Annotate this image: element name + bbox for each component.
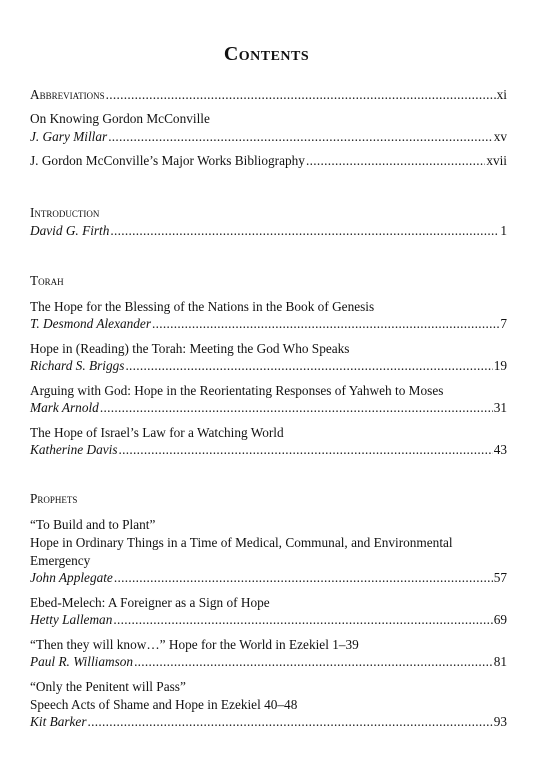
page-number: xi	[496, 87, 507, 102]
page-number: xv	[493, 129, 507, 144]
dot-leader	[114, 569, 493, 587]
entry-subtitle: Speech Acts of Shame and Hope in Ezekiel 40–48	[30, 697, 298, 712]
entry-author: T. Desmond Alexander	[30, 316, 152, 331]
entry-title: “Only the Penitent will Pass”	[30, 679, 186, 694]
page-number: 31	[493, 400, 507, 415]
page-number: 93	[493, 714, 507, 729]
dot-leader	[113, 611, 492, 629]
page-number: 7	[500, 316, 507, 331]
dot-leader	[134, 653, 493, 671]
entry-author: Mark Arnold	[30, 400, 99, 415]
dot-leader	[100, 399, 493, 417]
toc-entry-title: On Knowing Gordon McConville	[30, 111, 210, 126]
page-number: xvii	[486, 153, 507, 168]
page-number: 19	[493, 358, 507, 373]
entry-author: Kit Barker	[30, 714, 87, 729]
section-heading-torah: Torah	[30, 273, 64, 288]
entry-title: J. Gordon McConville’s Major Works Bibliography	[30, 153, 305, 168]
dot-leader	[119, 441, 493, 459]
page-number: 81	[493, 654, 507, 669]
toc-entry[interactable]	[30, 441, 507, 459]
entry-title: “To Build and to Plant”	[30, 517, 156, 532]
entry-title: The Hope for the Blessing of the Nations in the Book of Genesis	[30, 299, 375, 314]
toc-entry-abbreviations[interactable]	[30, 86, 507, 104]
dot-leader	[306, 152, 485, 170]
dot-leader	[125, 357, 492, 375]
dot-leader	[108, 128, 493, 146]
page-number: 1	[500, 223, 507, 238]
toc-entry-introduction[interactable]	[30, 222, 507, 240]
dot-leader	[152, 315, 499, 333]
page-title: Contents	[223, 43, 310, 65]
entry-author: Richard S. Briggs	[30, 358, 125, 373]
toc-entry[interactable]	[30, 399, 507, 417]
entry-title: “Then they will know…” Hope for the World in Ezekiel 1–39	[30, 637, 359, 652]
toc-entry[interactable]	[30, 569, 507, 587]
toc-entry-knowing-gordon[interactable]	[30, 128, 507, 146]
page-number: 57	[493, 570, 507, 585]
toc-entry[interactable]	[30, 315, 507, 333]
toc-entry[interactable]	[30, 713, 507, 731]
entry-title: Arguing with God: Hope in the Reorientating Responses of Yahweh to Moses	[30, 383, 444, 398]
page-number: 43	[493, 442, 507, 457]
dot-leader	[110, 222, 499, 240]
entry-author: J. Gary Millar	[30, 129, 108, 144]
toc-entry[interactable]	[30, 357, 507, 375]
dot-leader	[106, 86, 496, 104]
entry-title: The Hope of Israel’s Law for a Watching World	[30, 425, 284, 440]
entry-author: Hetty Lalleman	[30, 612, 113, 627]
page-number: 69	[493, 612, 507, 627]
toc-entry[interactable]	[30, 611, 507, 629]
entry-author: Katherine Davis	[30, 442, 118, 457]
entry-author: John Applegate	[30, 570, 113, 585]
toc-entry-bibliography[interactable]	[30, 152, 507, 170]
entry-author: Paul R. Williamson	[30, 654, 134, 669]
toc-entry[interactable]	[30, 653, 507, 671]
section-heading-prophets: Prophets	[30, 491, 78, 506]
entry-title: Abbreviations	[30, 87, 105, 102]
entry-title: Hope in (Reading) the Torah: Meeting the God Who Speaks	[30, 341, 350, 356]
dot-leader	[88, 713, 493, 731]
section-heading-introduction: Introduction	[30, 205, 100, 220]
entry-subtitle: Hope in Ordinary Things in a Time of Medical, Communal, and Environmental Emergency	[30, 535, 453, 568]
entry-title: Ebed-Melech: A Foreigner as a Sign of Hope	[30, 595, 270, 610]
entry-author: David G. Firth	[30, 223, 110, 238]
